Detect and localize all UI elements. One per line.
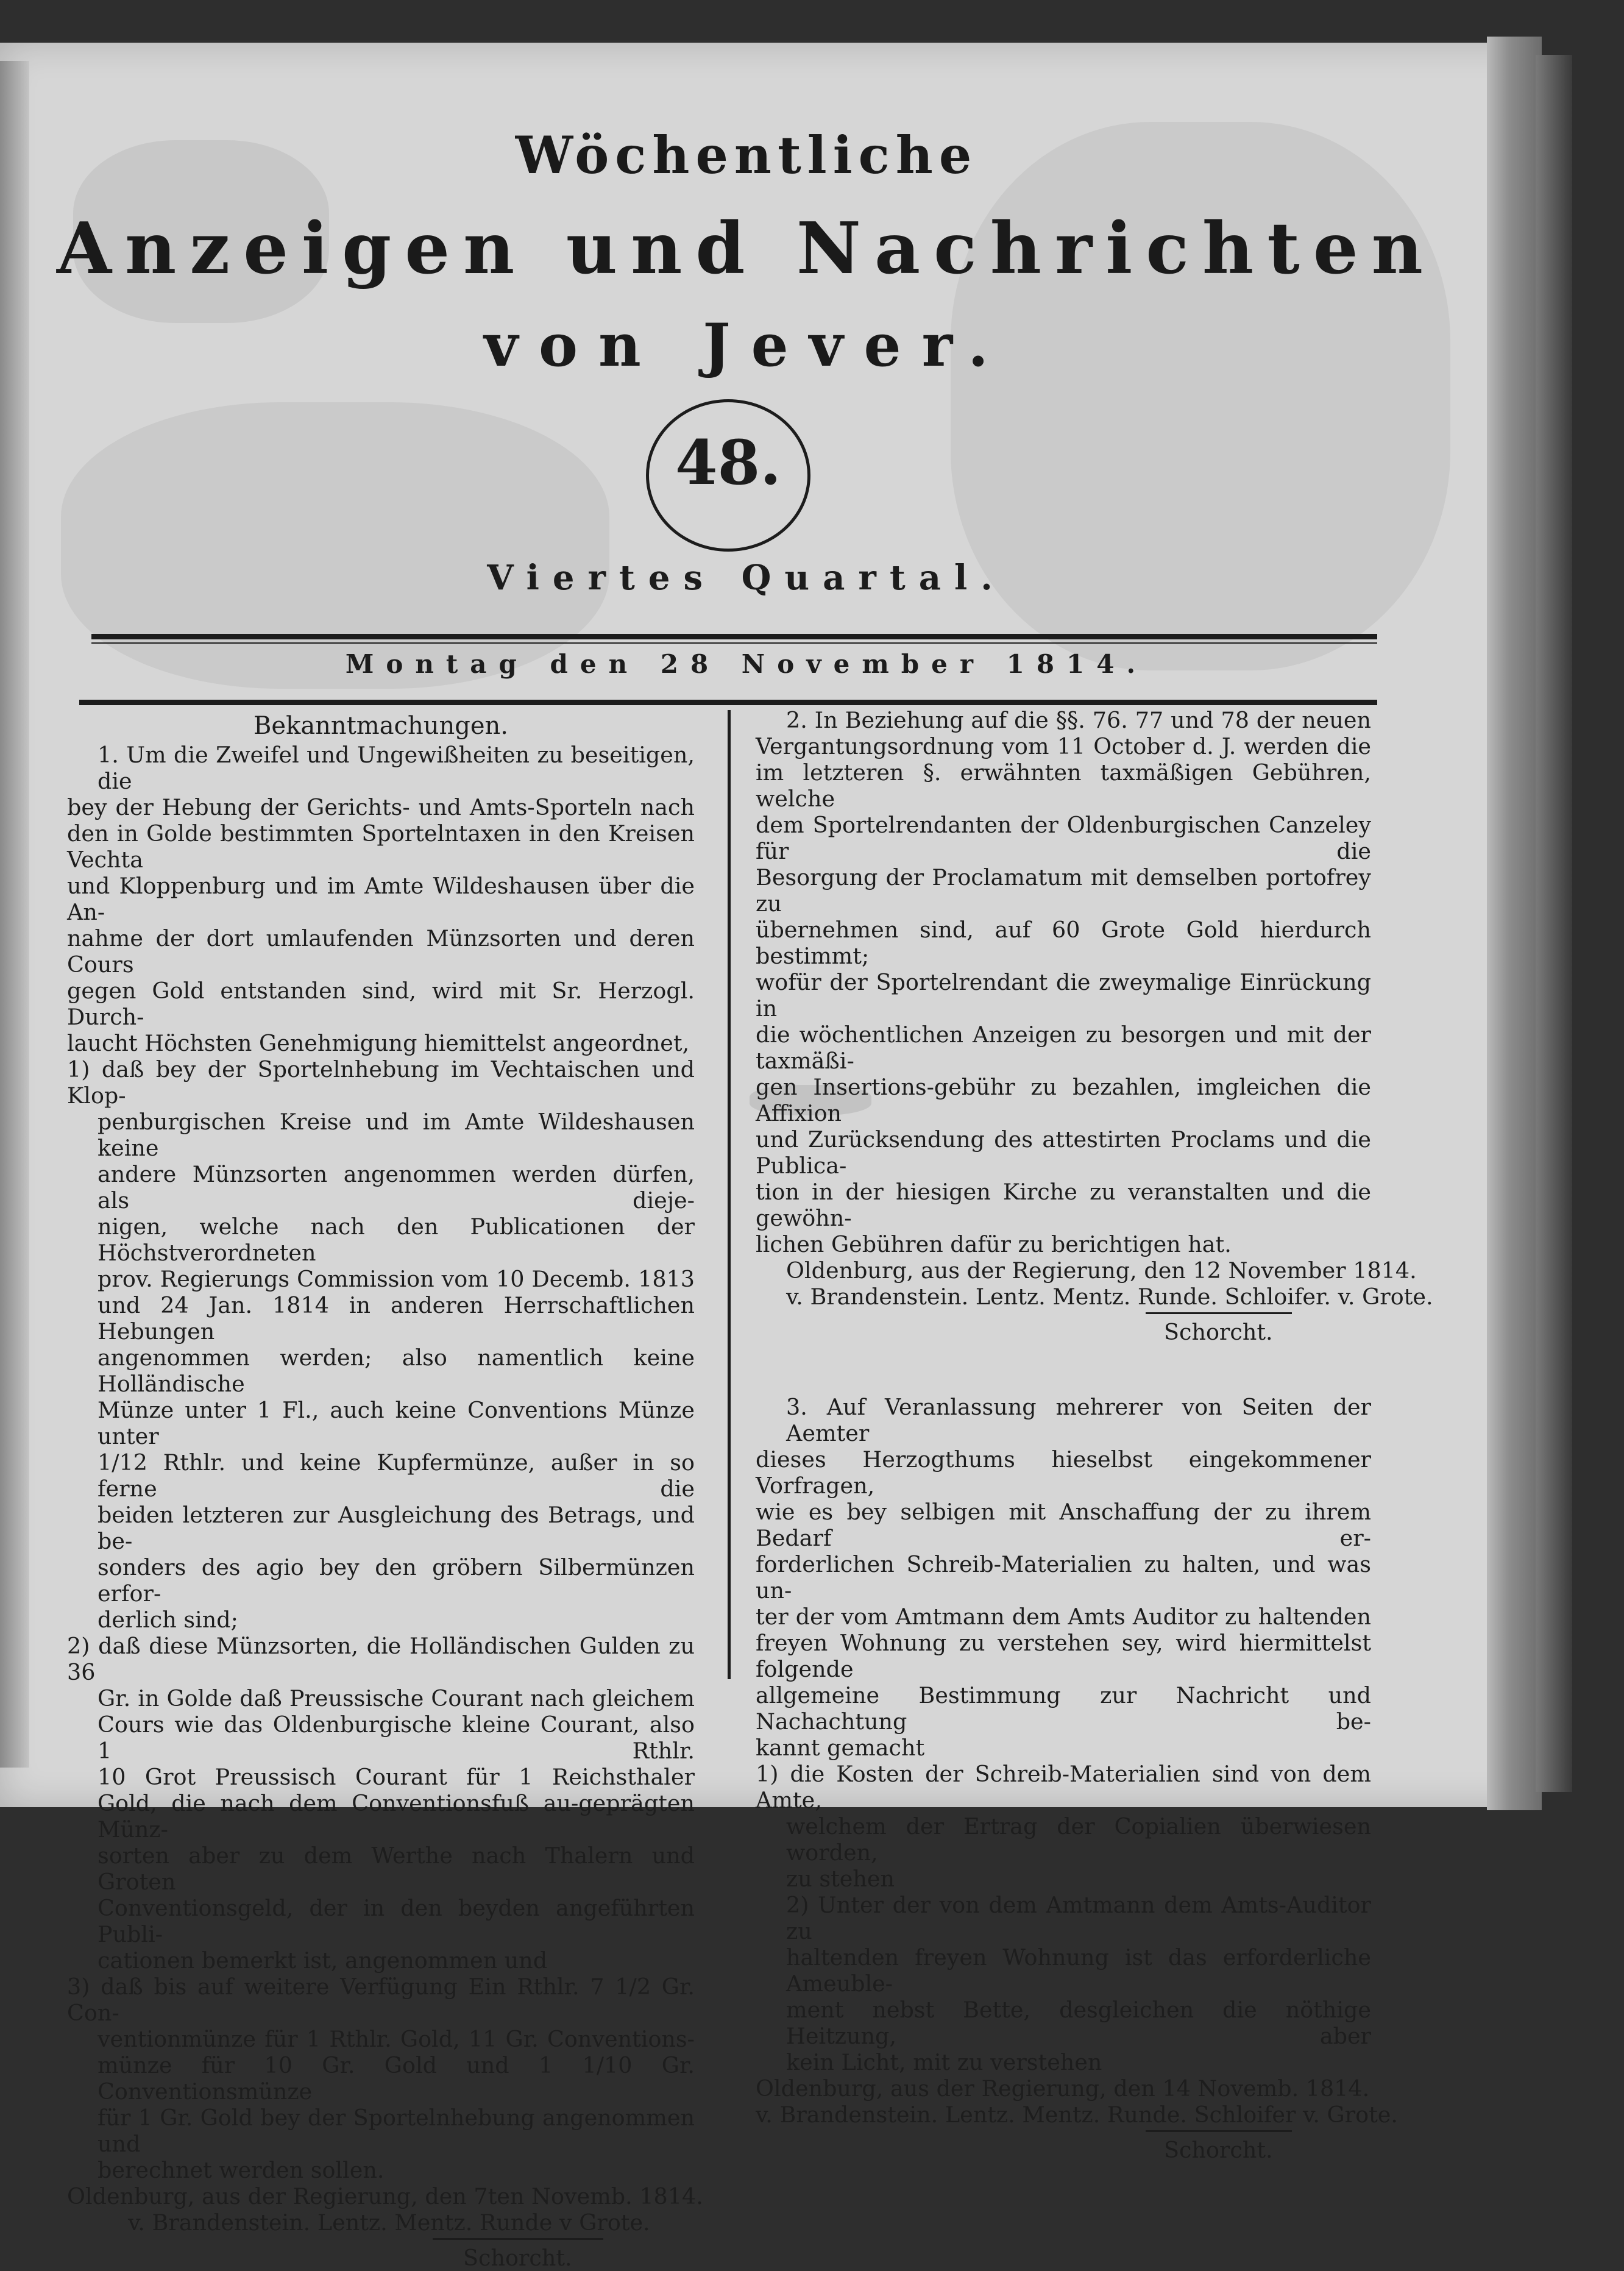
text-line: lichen Gebühren dafür zu berichtigen hat. — [756, 1231, 1232, 1257]
text-line: forderlichen Schreib-Materialien zu halten, und was un- — [756, 1551, 1371, 1604]
text-line: Gold, die nach dem Conventionsfuß au-geprägten Münz- — [98, 1790, 695, 1843]
list-item: zu stehen — [786, 1866, 895, 1892]
text-line: münze für 10 Gr. Gold und 1 1/10 Gr. Conventionsmünze — [98, 2052, 695, 2105]
list-item: haltenden freyen Wohnung ist das erforderliche Ameuble- — [786, 1944, 1371, 1997]
countersign: Schorcht. — [1164, 2137, 1273, 2163]
text-line: berechnet werden sollen. — [98, 2157, 385, 2183]
signatories: v. Brandenstein. Lentz. Mentz. Runde. Schloifer. v. Grote. — [786, 1284, 1433, 1310]
text-line: tion in der hiesigen Kirche zu veranstalten und die gewöhn- — [756, 1179, 1371, 1231]
text-line: nigen, welche nach den Publicationen der Höchstverordneten — [98, 1214, 695, 1266]
text-line: 1/12 Rthlr. und keine Kupfermünze, außer in so ferne die — [98, 1449, 695, 1502]
text-line: und 24 Jan. 1814 in anderen Herrschaftlichen Hebungen — [98, 1292, 695, 1345]
text-line: und Kloppenburg und im Amte Wildeshausen über die An- — [67, 873, 695, 925]
text-line: 1. Um die Zweifel und Ungewißheiten zu beseitigen, die — [98, 742, 695, 794]
text-line: 2. In Beziehung auf die §§. 76. 77 und 78 der neuen — [786, 707, 1371, 733]
place-date: Oldenburg, aus der Regierung, den 14 Novemb. 1814. — [756, 2075, 1370, 2102]
masthead-line-2: Anzeigen und Nachrichten — [57, 207, 1436, 290]
page-edge — [1487, 37, 1542, 1810]
text-line: freyen Wohnung zu verstehen sey, wird hiermittelst folgende — [756, 1630, 1371, 1682]
countersign: Schorcht. — [463, 2245, 572, 2271]
list-item: welchem der Ertrag der Copialien überwiesen worden, — [786, 1813, 1371, 1866]
text-line: ventionmünze für 1 Rthlr. Gold, 11 Gr. Conventions- — [98, 2026, 695, 2052]
section-heading: Bekanntmachungen. — [254, 712, 508, 740]
text-line: allgemeine Bestimmung zur Nachricht und Nachachtung be- — [756, 1682, 1371, 1735]
text-line: gegen Gold entstanden sind, wird mit Sr. Herzogl. Durch- — [67, 978, 695, 1030]
text-line: Vergantungsordnung vom 11 October d. J. werden die — [756, 733, 1371, 759]
issue-number: 48. — [675, 427, 781, 499]
list-item: 2) Unter der von dem Amtmann dem Amts-Auditor zu — [786, 1892, 1371, 1944]
signature-rule — [433, 2238, 603, 2240]
text-line: prov. Regierungs Commission vom 10 Decemb. 1813 — [98, 1266, 695, 1292]
text-line: nahme der dort umlaufenden Münzsorten und deren Cours — [67, 925, 695, 978]
text-line: bey der Hebung der Gerichts- und Amts-Sporteln nach — [67, 794, 695, 820]
text-line: 3. Auf Veranlassung mehrerer von Seiten der Aemter — [786, 1394, 1371, 1446]
text-line: gen Insertions-gebühr zu bezahlen, imgleichen die Affixion — [756, 1074, 1371, 1126]
place-date: Oldenburg, aus der Regierung, den 12 November 1814. — [786, 1257, 1417, 1284]
text-line: dem Sportelrendanten der Oldenburgischen Canzeley für die — [756, 812, 1371, 864]
text-line: Besorgung der Proclamatum mit demselben portofrey zu — [756, 864, 1371, 917]
text-line: sonders des agio bey den gröbern Silbermünzen erfor- — [98, 1554, 695, 1607]
masthead-line-3: von Jever. — [484, 311, 1009, 380]
place-date: Oldenburg, aus der Regierung, den 7ten Novemb. 1814. — [67, 2183, 703, 2209]
text-line: übernehmen sind, auf 60 Grote Gold hierdurch bestimmt; — [756, 917, 1371, 969]
text-line: die wöchentlichen Anzeigen zu besorgen und mit der taxmäßi- — [756, 1022, 1371, 1074]
signatories: v. Brandenstein. Lentz. Mentz. Runde. Schloifer v. Grote. — [756, 2102, 1398, 2128]
signature-rule — [1146, 1312, 1292, 1314]
list-item: 1) die Kosten der Schreib-Materialien sind von dem Amte, — [756, 1761, 1371, 1813]
text-line: laucht Höchsten Genehmigung hiemittelst angeordnet, — [67, 1030, 690, 1056]
text-line: und Zurücksendung des attestirten Proclams und die Publica- — [756, 1126, 1371, 1179]
text-line: beiden letzteren zur Ausgleichung des Betrags, und be- — [98, 1502, 695, 1554]
countersign: Schorcht. — [1164, 1319, 1273, 1345]
quarter-label: Viertes Quartal. — [487, 558, 1006, 598]
bottom-rule — [79, 700, 1377, 705]
right-column — [756, 707, 1433, 2163]
text-line: für 1 Gr. Gold bey der Sportelnhebung angenommen und — [98, 2105, 695, 2157]
top-rule — [91, 634, 1377, 639]
dateline: Montag den 28 November 1814. — [345, 649, 1148, 679]
list-item: ment nebst Bette, desgleichen die nöthige Heitzung, aber — [786, 1997, 1371, 2049]
text-line: 10 Grot Preussisch Courant für 1 Reichsthaler — [98, 1764, 695, 1790]
text-line: Cours wie das Oldenburgische kleine Courant, also 1 Rthlr. — [98, 1711, 695, 1764]
text-line: 1) daß bey der Sportelnhebung im Vechtaischen und Klop- — [67, 1056, 695, 1109]
text-line: Münze unter 1 Fl., auch keine Conventions Münze unter — [98, 1397, 695, 1449]
text-line: den in Golde bestimmten Sportelntaxen in den Kreisen Vechta — [67, 820, 695, 873]
page-edge-shadow — [1536, 55, 1572, 1792]
text-line: andere Münzsorten angenommen werden dürfen, als dieje- — [98, 1161, 695, 1214]
text-line: wie es bey selbigen mit Anschaffung der zu ihrem Bedarf er- — [756, 1499, 1371, 1551]
text-line: 2) daß diese Münzsorten, die Holländischen Gulden zu 36 — [67, 1633, 695, 1685]
signatories: v. Brandenstein. Lentz. Mentz. Runde v Grote. — [128, 2209, 650, 2236]
text-line: im letzteren §. erwähnten taxmäßigen Gebühren, welche — [756, 759, 1371, 812]
text-line: penburgischen Kreise und im Amte Wildeshausen keine — [98, 1109, 695, 1161]
text-line: wofür der Sportelrendant die zweymalige Einrückung in — [756, 969, 1371, 1022]
list-item: kein Licht, mit zu verstehen — [786, 2049, 1102, 2075]
column-divider — [728, 710, 731, 1679]
text-line: Conventionsgeld, der in den beyden angeführten Publi- — [98, 1895, 695, 1947]
text-line: angenommen werden; also namentlich keine Holländische — [98, 1345, 695, 1397]
text-line: dieses Herzogthums hieselbst eingekommener Vorfragen, — [756, 1446, 1371, 1499]
bleed-through-smudge — [61, 402, 609, 689]
text-line: 3) daß bis auf weitere Verfügung Ein Rthlr. 7 1/2 Gr. Con- — [67, 1974, 695, 2026]
text-line: cationen bemerkt ist, angenommen und — [98, 1947, 548, 1974]
text-line: Gr. in Golde daß Preussische Courant nach gleichem — [98, 1685, 695, 1711]
text-line: sorten aber zu dem Werthe nach Thalern und Groten — [98, 1843, 695, 1895]
left-column — [67, 712, 703, 2271]
text-line: ter der vom Amtmann dem Amts Auditor zu haltenden — [756, 1604, 1371, 1630]
top-rule-thin — [91, 642, 1377, 644]
masthead-line-1: Wöchentliche — [515, 125, 978, 185]
text-line: kannt gemacht — [756, 1735, 925, 1761]
signature-rule — [1146, 2130, 1292, 2132]
text-line: derlich sind; — [98, 1607, 238, 1633]
